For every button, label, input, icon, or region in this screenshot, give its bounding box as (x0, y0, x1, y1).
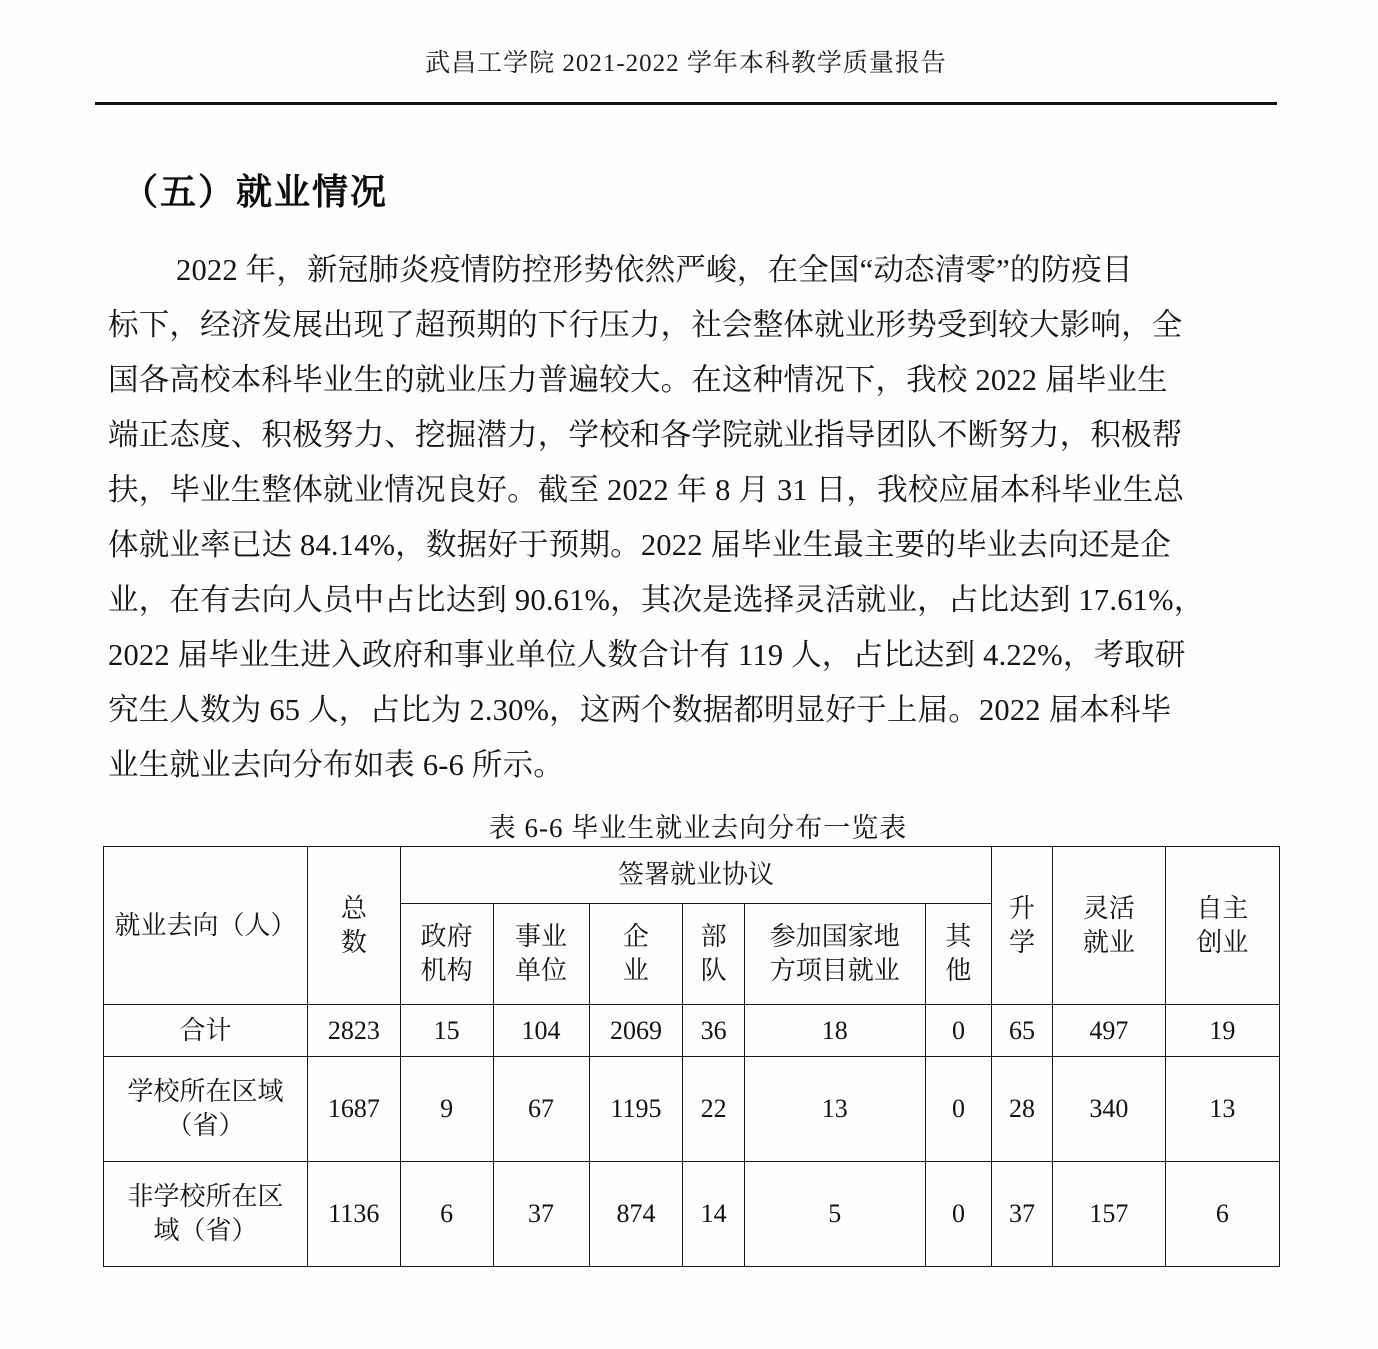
employment-distribution-table (103, 846, 1280, 1267)
cell-national-local-project: 5 (744, 1162, 925, 1267)
header-cell-direction: 就业去向（人） (104, 847, 308, 1005)
cell-institution: 67 (493, 1057, 589, 1162)
row-label-line2: 域（省） (153, 1216, 258, 1245)
cell-enterprise: 2069 (589, 1005, 683, 1057)
cell-gov: 6 (400, 1162, 493, 1267)
header-cell-further-study (992, 847, 1053, 1005)
running-header-title: 武昌工学院 2021-2022 学年本科教学质量报告 (425, 50, 947, 77)
cell-flexible: 340 (1052, 1057, 1165, 1162)
row-label-line2: （省） (166, 1111, 245, 1140)
header-army-line2: 队 (700, 956, 727, 985)
row-label-line1: 学校所在区域 (127, 1077, 284, 1107)
cell-gov: 15 (400, 1005, 493, 1057)
header-proj-line1: 参加国家地 (769, 922, 900, 952)
header-cell-institution (493, 904, 589, 1005)
cell-flexible: 497 (1052, 1005, 1165, 1057)
paragraph-line: 国各高校本科毕业生的就业压力普遍较大。在这种情况下，我校 2022 届毕业生 (108, 363, 1168, 397)
paragraph-line: 体就业率已达 84.14%，数据好于预期。2022 届毕业生最主要的毕业去向还是企 (108, 528, 1171, 562)
paragraph-line: 究生人数为 65 人，占比为 2.30%，这两个数据都明显好于上届。2022 届本科毕 (108, 693, 1172, 727)
cell-institution: 104 (493, 1005, 589, 1057)
cell-national-local-project: 18 (744, 1005, 925, 1057)
header-cell-army (683, 904, 745, 1005)
paragraph-line: 2022 年，新冠肺炎疫情防控形势依然严峻，在全国“动态清零”的防疫目 (176, 253, 1133, 287)
table-row (104, 1162, 1280, 1267)
header-ent-line2: 业 (622, 956, 649, 985)
cell-startup: 19 (1165, 1005, 1279, 1057)
cell-further-study: 37 (992, 1162, 1053, 1267)
header-cell-national-local-project (744, 904, 925, 1005)
table-row (104, 1005, 1280, 1057)
cell-further-study: 65 (992, 1005, 1053, 1057)
cell-enterprise: 1195 (589, 1057, 683, 1162)
header-cell-enterprise (589, 904, 683, 1005)
cell-startup: 6 (1165, 1162, 1279, 1267)
cell-total: 1136 (307, 1162, 400, 1267)
header-total-line2: 数 (340, 927, 367, 957)
header-cell-total (307, 847, 400, 1005)
header-gov-line2: 机构 (420, 956, 473, 985)
header-cell-agreement-group: 签署就业协议 (400, 847, 992, 904)
header-study-line2: 学 (1009, 927, 1036, 957)
paragraph-line: 业，在有去向人员中占比达到 90.61%，其次是选择灵活就业，占比达到 17.61%， (108, 583, 1205, 617)
header-cell-other (925, 904, 992, 1005)
cell-army: 14 (683, 1162, 745, 1267)
header-startup-line2: 创业 (1196, 927, 1249, 957)
row-label-school-region (104, 1057, 308, 1162)
cell-gov: 9 (400, 1057, 493, 1162)
header-other-line1: 其 (945, 922, 972, 952)
running-header (95, 48, 1277, 81)
paragraph-line: 2022 届毕业生进入政府和事业单位人数合计有 119 人，占比达到 4.22%，考取研 (108, 638, 1186, 672)
cell-other: 0 (925, 1057, 992, 1162)
row-label-line1: 非学校所在区 (127, 1182, 284, 1212)
table-header-row-group (104, 847, 1280, 904)
table-row (104, 1057, 1280, 1162)
header-cell-startup (1165, 847, 1279, 1005)
header-cell-flexible (1052, 847, 1165, 1005)
cell-national-local-project: 13 (744, 1057, 925, 1162)
row-label-total: 合计 (104, 1005, 308, 1057)
header-proj-line2: 方项目就业 (769, 956, 900, 985)
header-cell-gov (400, 904, 493, 1005)
header-flexible-line1: 灵活 (1082, 893, 1135, 923)
cell-enterprise: 874 (589, 1162, 683, 1267)
paragraph-line: 扶，毕业生整体就业情况良好。截至 2022 年 8 月 31 日，我校应届本科毕业生总 (108, 473, 1185, 507)
cell-army: 36 (683, 1005, 745, 1057)
cell-other: 0 (925, 1162, 992, 1267)
section-heading: （五）就业情况 (122, 172, 389, 213)
header-gov-line1: 政府 (420, 922, 473, 952)
header-ent-line1: 企 (622, 922, 649, 952)
header-other-line2: 他 (945, 956, 972, 985)
cell-army: 22 (683, 1057, 745, 1162)
header-flexible-line2: 就业 (1082, 927, 1135, 957)
cell-total: 1687 (307, 1057, 400, 1162)
header-study-line1: 升 (1009, 893, 1036, 923)
table-caption: 表 6-6 毕业生就业去向分布一览表 (488, 813, 908, 843)
cell-total: 2823 (307, 1005, 400, 1057)
paragraph-line: 端正态度、积极努力、挖掘潜力，学校和各学院就业指导团队不断努力，积极帮 (108, 418, 1183, 452)
cell-further-study: 28 (992, 1057, 1053, 1162)
header-army-line1: 部 (700, 922, 727, 952)
cell-flexible: 157 (1052, 1162, 1165, 1267)
header-divider-rule (95, 102, 1277, 105)
paragraph-line: 标下，经济发展出现了超预期的下行压力，社会整体就业形势受到较大影响，全 (108, 308, 1183, 342)
paragraph-line: 业生就业去向分布如表 6-6 所示。 (108, 748, 565, 782)
row-label-non-school-region (104, 1162, 308, 1267)
header-total-line1: 总 (340, 893, 367, 923)
cell-other: 0 (925, 1005, 992, 1057)
body-paragraph (108, 243, 1288, 793)
header-inst-line1: 事业 (515, 922, 568, 952)
header-startup-line1: 自主 (1196, 893, 1249, 923)
cell-startup: 13 (1165, 1057, 1279, 1162)
cell-institution: 37 (493, 1162, 589, 1267)
header-inst-line2: 单位 (515, 956, 568, 985)
